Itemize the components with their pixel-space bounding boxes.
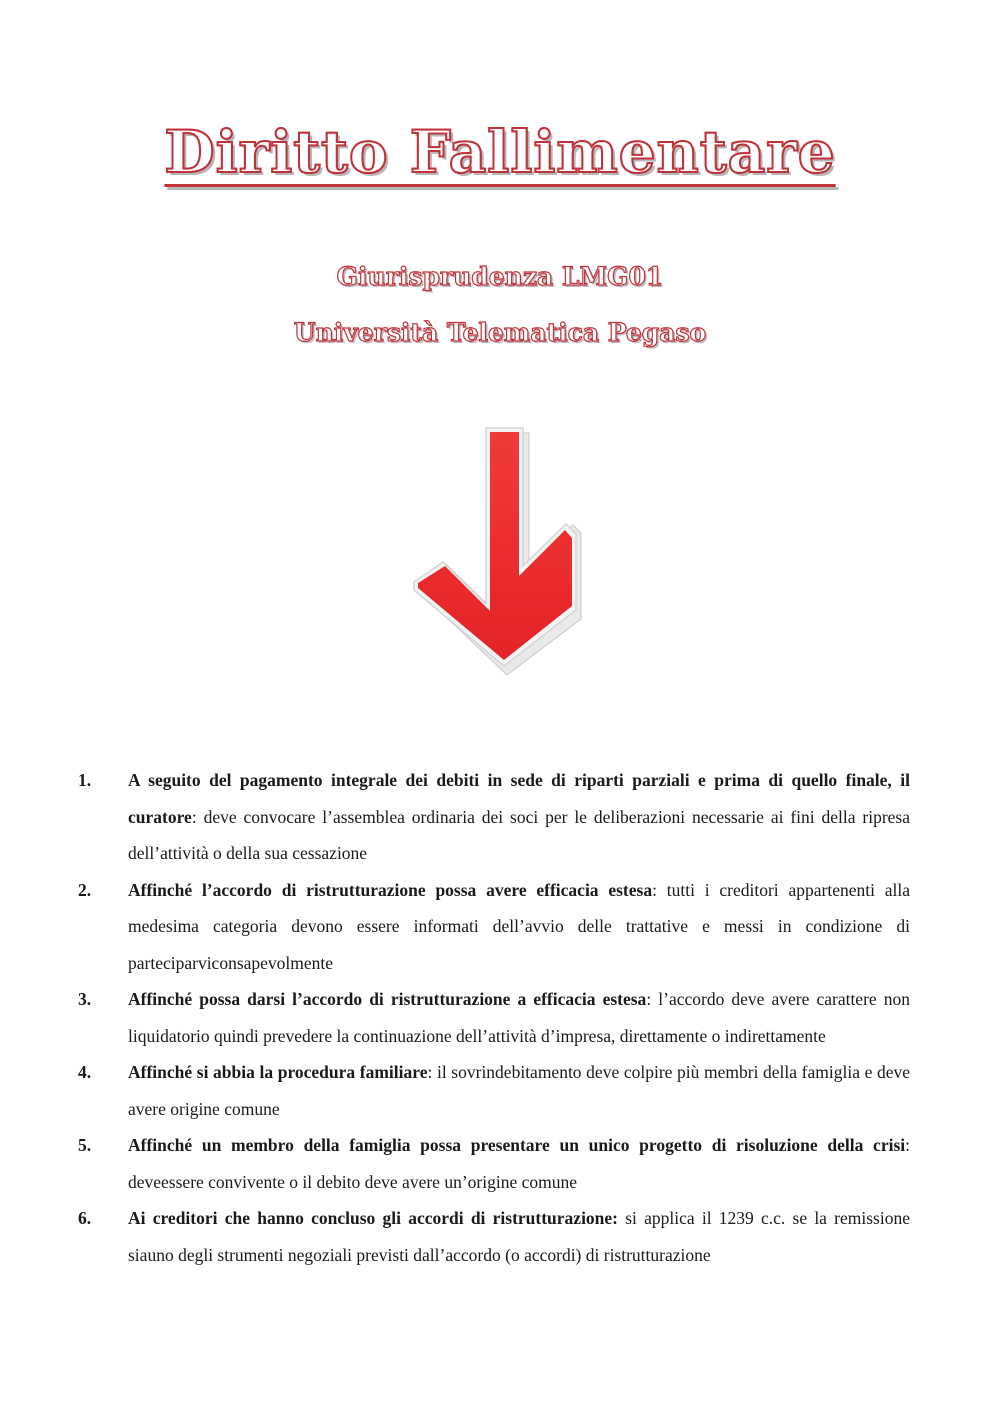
list-item [78, 1200, 910, 1273]
item-lead: Affinché si abbia la procedura familiare [128, 1062, 428, 1082]
item-body: : deve convocare l’assemblea ordinaria dei soci per le deliberazioni necessarie ai fini della ripresa dell’attività o della sua cessazione [128, 806, 910, 863]
item-number: 4. [78, 1062, 92, 1082]
statements-list [78, 762, 910, 1273]
item-lead: Affinché un membro della famiglia possa presentare un unico progetto di risoluzione della crisi [128, 1135, 906, 1155]
arrow-down-icon [400, 420, 590, 682]
item-text [128, 762, 910, 872]
university-subtitle: Università Telematica Pegaso [293, 318, 707, 347]
item-text [128, 1127, 910, 1200]
list-item [78, 762, 910, 872]
item-lead: Affinché possa darsi l’accordo di ristrutturazione a efficacia estesa [128, 989, 647, 1009]
item-number: 3. [78, 989, 92, 1009]
item-lead: A seguito del pagamento integrale dei debiti in sede di riparti parziali e prima di quello finale, il curatore [128, 770, 910, 827]
item-body: : tutti i creditori appartenenti alla medesima categoria devono essere informati dell’avvio delle trattative e messi in condizione di parteciparviconsapevolmente [128, 879, 910, 973]
item-body: : deveessere convivente o il debito deve avere un’origine comune [128, 1135, 910, 1192]
list-item [78, 872, 910, 982]
item-number: 6. [78, 1208, 92, 1228]
list-item [78, 981, 910, 1054]
item-lead: Ai creditori che hanno concluso gli accordi di ristrutturazione: [128, 1208, 619, 1228]
list-item [78, 1127, 910, 1200]
item-text [128, 1200, 910, 1273]
course-subtitle: Giurisprudenza LMG01 [336, 262, 664, 291]
item-text [128, 1054, 910, 1127]
item-body: : il sovrindebitamento deve colpire più membri della famiglia e deve avere origine comune [128, 1062, 910, 1119]
list-item [78, 1054, 910, 1127]
item-body: si applica il 1239 c.c. se la remissione siauno degli strumenti negoziali previsti dall’accordo (o accordi) di ristrutturazione [128, 1208, 910, 1265]
item-body: : l’accordo deve avere carattere non liquidatorio quindi prevedere la continuazione dell’attività d’impresa, direttamente o indirettamente [128, 989, 910, 1046]
item-number: 2. [78, 879, 92, 900]
document-title: Diritto Fallimentare [164, 118, 836, 186]
item-text [128, 981, 910, 1054]
item-number: 1. [78, 770, 92, 790]
item-text [128, 872, 910, 982]
item-lead: Affinché l’accordo di ristrutturazione possa avere efficacia estesa [128, 879, 653, 900]
item-number: 5. [78, 1135, 92, 1155]
